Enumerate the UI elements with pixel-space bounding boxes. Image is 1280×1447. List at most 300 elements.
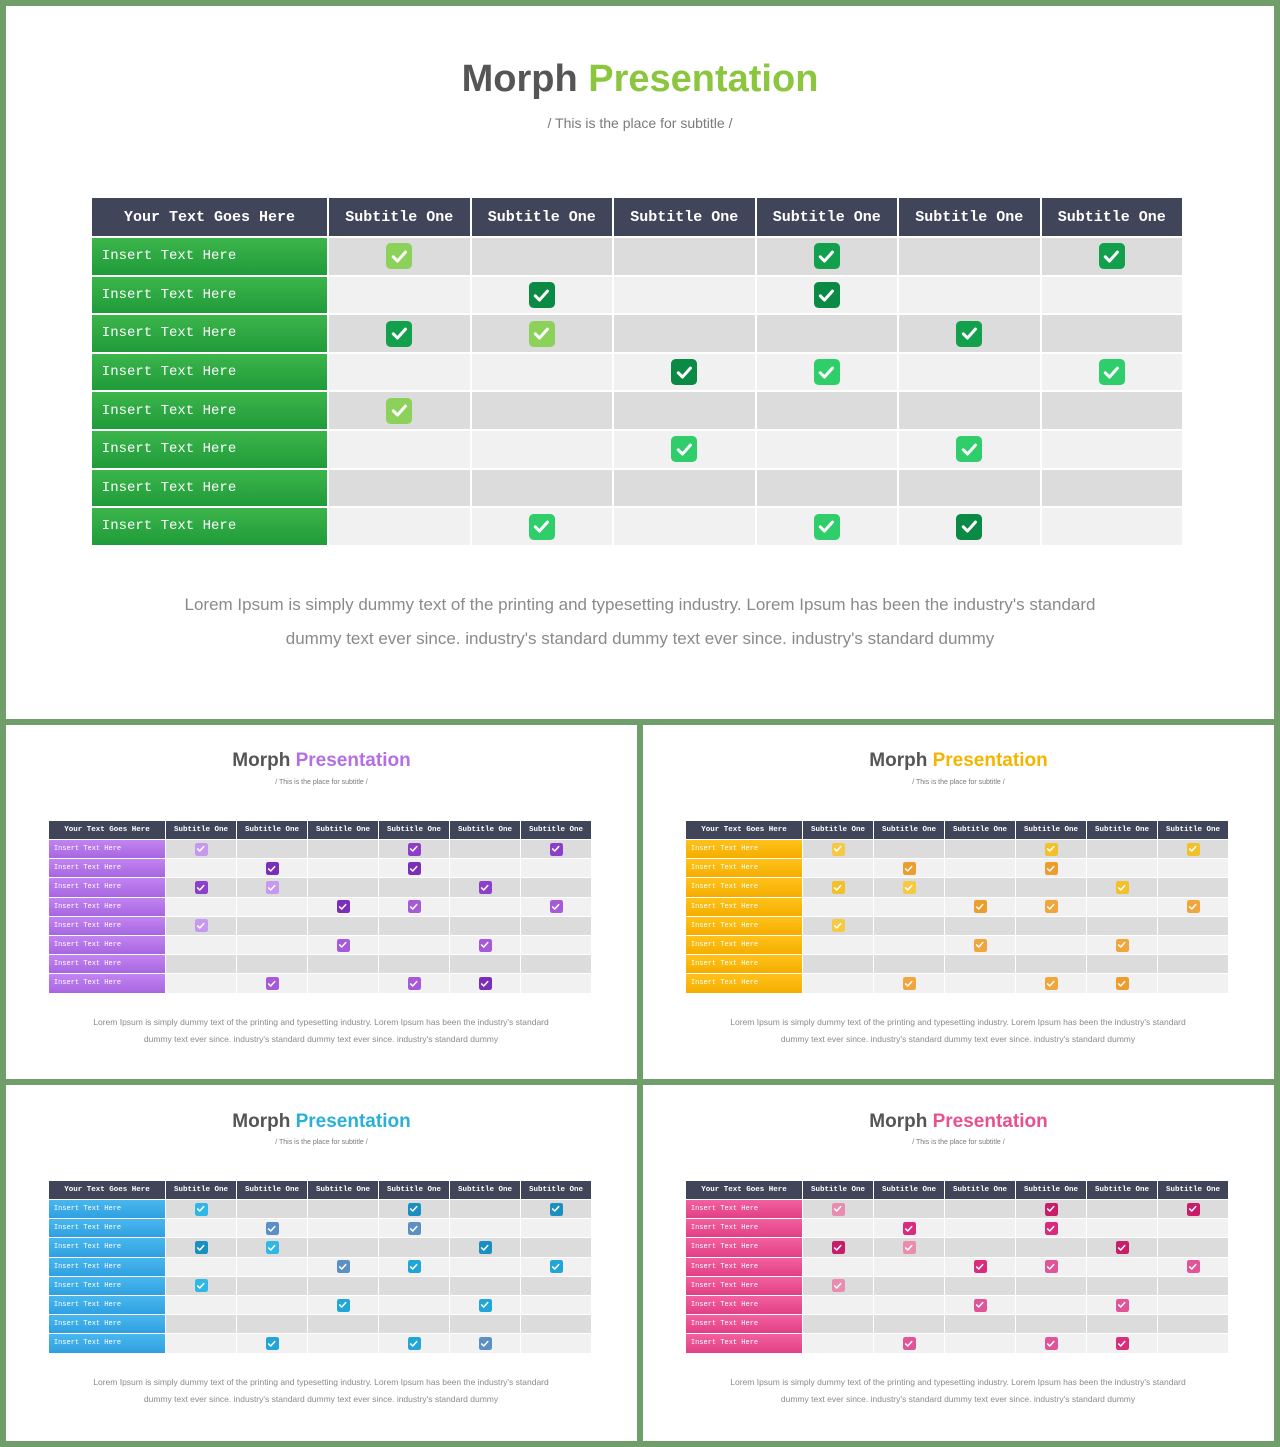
table-cell	[521, 1334, 591, 1352]
checkmark-icon	[1187, 900, 1200, 913]
row-label: Insert Text Here	[686, 1334, 802, 1352]
body-paragraph	[86, 588, 1194, 656]
table-cell	[614, 508, 755, 545]
table-cell	[1087, 1258, 1157, 1276]
checkmark-icon	[1045, 1203, 1058, 1216]
row-label: Insert Text Here	[49, 1258, 165, 1276]
table-cell	[450, 859, 520, 877]
table-cell	[874, 1277, 944, 1295]
row-label: Insert Text Here	[49, 1238, 165, 1256]
checkmark-icon	[479, 939, 492, 952]
table-cell	[379, 1277, 449, 1295]
table-cell	[874, 917, 944, 935]
table-cell	[1158, 1315, 1228, 1333]
checkmark-icon	[1187, 1203, 1200, 1216]
table-cell	[166, 1315, 236, 1333]
row-label: Insert Text Here	[49, 1315, 165, 1333]
table-cell	[472, 431, 613, 468]
table-cell	[379, 878, 449, 896]
checkmark-icon	[195, 1241, 208, 1254]
checkmark-icon	[832, 1279, 845, 1292]
table-cell	[1016, 878, 1086, 896]
checkmark-icon	[956, 436, 982, 462]
table-cell	[166, 1258, 236, 1276]
table-cell	[166, 898, 236, 916]
table-cell	[803, 936, 873, 954]
table-cell	[945, 1200, 1015, 1218]
row-label: Insert Text Here	[686, 955, 802, 973]
table-cell	[803, 1334, 873, 1352]
row-label: Insert Text Here	[49, 1296, 165, 1314]
table-cell	[1158, 1219, 1228, 1237]
table-cell	[166, 1219, 236, 1237]
table-cell	[237, 917, 307, 935]
row-label: Insert Text Here	[49, 1219, 165, 1237]
body-line-2: dummy text ever since. industry's standard dummy text ever since. industry's standard dummy	[780, 1394, 1136, 1404]
table-cell	[945, 917, 1015, 935]
table-cell	[472, 354, 613, 391]
row-label: Insert Text Here	[49, 859, 165, 877]
row-label: Insert Text Here	[686, 1219, 802, 1237]
table-cell	[237, 955, 307, 973]
table-cell	[166, 974, 236, 992]
table-cell	[308, 917, 378, 935]
body-line-2: dummy text ever since. industry's standard dummy text ever since. industry's standard dummy	[143, 1394, 499, 1404]
checkmark-icon	[903, 862, 916, 875]
checkmark-icon	[832, 919, 845, 932]
table-cell	[1158, 1334, 1228, 1352]
table-cell	[521, 1277, 591, 1295]
checkmark-icon	[479, 1299, 492, 1312]
table-cell	[1158, 1277, 1228, 1295]
checkmark-icon	[195, 843, 208, 856]
row-label: Insert Text Here	[686, 1296, 802, 1314]
column-header: Subtitle One	[450, 821, 520, 839]
row-label: Insert Text Here	[686, 859, 802, 877]
table-cell	[1087, 898, 1157, 916]
header-first-cell: Your Text Goes Here	[49, 821, 165, 839]
table-cell	[874, 1296, 944, 1314]
table-cell	[614, 392, 755, 429]
table-cell	[308, 1219, 378, 1237]
table-cell	[379, 955, 449, 973]
table-cell	[803, 859, 873, 877]
checkmark-icon	[903, 881, 916, 894]
table-cell	[521, 917, 591, 935]
table-cell	[1087, 917, 1157, 935]
table-cell	[450, 898, 520, 916]
title-main-text: Morph	[869, 1111, 928, 1132]
table-cell	[1042, 431, 1183, 468]
table-cell	[1158, 1238, 1228, 1256]
table-cell	[329, 470, 470, 507]
table-cell	[379, 1238, 449, 1256]
table-cell	[1087, 840, 1157, 858]
title-main-text: Morph	[232, 750, 291, 771]
table-cell	[308, 878, 378, 896]
checkmark-icon	[671, 436, 697, 462]
table-cell	[308, 1334, 378, 1352]
column-header: Subtitle One	[308, 821, 378, 839]
checkmark-icon	[550, 1203, 563, 1216]
row-label: Insert Text Here	[686, 1277, 802, 1295]
table-cell	[874, 1258, 944, 1276]
body-paragraph	[46, 1374, 596, 1408]
table-cell	[874, 1200, 944, 1218]
checkmark-icon	[408, 1203, 421, 1216]
table-cell	[237, 1277, 307, 1295]
checkmark-icon	[266, 1241, 279, 1254]
table-cell	[1016, 955, 1086, 973]
table-cell	[945, 1219, 1015, 1237]
slide-green-main	[6, 6, 1274, 719]
column-header: Subtitle One	[803, 1181, 873, 1199]
checkmark-icon	[974, 1299, 987, 1312]
checkmark-icon	[1099, 243, 1125, 269]
table-cell	[166, 936, 236, 954]
table-cell	[1158, 878, 1228, 896]
table-cell	[379, 1315, 449, 1333]
column-header: Subtitle One	[757, 198, 898, 236]
column-header: Subtitle One	[1087, 821, 1157, 839]
header-first-cell: Your Text Goes Here	[686, 1181, 802, 1199]
row-label: Insert Text Here	[686, 878, 802, 896]
table-cell	[1158, 974, 1228, 992]
body-line-1: Lorem Ipsum is simply dummy text of the printing and typesetting industry. Lorem Ipsum has been the industry's standard	[93, 1017, 549, 1027]
table-cell	[329, 277, 470, 314]
checkmark-icon	[956, 321, 982, 347]
checklist-table	[686, 821, 1229, 994]
title-main-text: Morph	[461, 58, 578, 100]
checkmark-icon	[814, 243, 840, 269]
table-cell	[899, 392, 1040, 429]
checkmark-icon	[974, 900, 987, 913]
checkmark-icon	[529, 282, 555, 308]
checkmark-icon	[479, 881, 492, 894]
table-cell	[803, 1296, 873, 1314]
body-line-1: Lorem Ipsum is simply dummy text of the printing and typesetting industry. Lorem Ipsum has been the industry's standard	[93, 1377, 549, 1387]
table-cell	[237, 898, 307, 916]
column-header: Subtitle One	[614, 198, 755, 236]
table-cell	[237, 1315, 307, 1333]
slide-subtitle: / This is the place for subtitle /	[547, 115, 733, 131]
checkmark-icon	[408, 862, 421, 875]
checkmark-icon	[408, 977, 421, 990]
table-cell	[329, 354, 470, 391]
table-cell	[521, 974, 591, 992]
table-cell	[450, 1219, 520, 1237]
checkmark-icon	[1116, 881, 1129, 894]
table-cell	[874, 898, 944, 916]
table-cell	[308, 974, 378, 992]
table-cell	[1158, 917, 1228, 935]
column-header: Subtitle One	[166, 1181, 236, 1199]
table-cell	[1158, 859, 1228, 877]
row-label: Insert Text Here	[686, 898, 802, 916]
slide-purple	[6, 725, 637, 1079]
row-label: Insert Text Here	[92, 277, 327, 314]
checkmark-icon	[832, 881, 845, 894]
checklist-table	[92, 198, 1184, 547]
slide-title	[643, 750, 1274, 772]
table-cell	[1087, 859, 1157, 877]
checkmark-icon	[1045, 1260, 1058, 1273]
row-label: Insert Text Here	[49, 878, 165, 896]
checkmark-icon	[337, 1299, 350, 1312]
checkmark-icon	[195, 1279, 208, 1292]
title-main-text: Morph	[869, 750, 928, 771]
table-cell	[166, 1296, 236, 1314]
body-paragraph	[46, 1014, 596, 1048]
checkmark-icon	[337, 900, 350, 913]
table-cell	[614, 470, 755, 507]
row-label: Insert Text Here	[49, 1334, 165, 1352]
checkmark-icon	[408, 843, 421, 856]
checklist-table	[686, 1181, 1229, 1354]
column-header: Subtitle One	[166, 821, 236, 839]
table-cell	[1087, 1219, 1157, 1237]
body-line-2: dummy text ever since. industry's standard dummy text ever since. industry's standard dummy	[285, 629, 995, 648]
checkmark-icon	[1045, 1337, 1058, 1350]
checkmark-icon	[1116, 977, 1129, 990]
table-cell	[803, 898, 873, 916]
checkmark-icon	[974, 939, 987, 952]
table-cell	[237, 1258, 307, 1276]
checkmark-icon	[408, 1260, 421, 1273]
table-cell	[521, 878, 591, 896]
table-cell	[379, 936, 449, 954]
checkmark-icon	[832, 1241, 845, 1254]
checkmark-icon	[903, 1222, 916, 1235]
table-cell	[521, 1219, 591, 1237]
table-cell	[1042, 508, 1183, 545]
checkmark-icon	[1045, 977, 1058, 990]
table-cell	[1087, 955, 1157, 973]
table-cell	[329, 431, 470, 468]
table-cell	[308, 1238, 378, 1256]
checkmark-icon	[671, 359, 697, 385]
table-cell	[945, 974, 1015, 992]
checkmark-icon	[266, 881, 279, 894]
table-cell	[1042, 392, 1183, 429]
table-cell	[757, 470, 898, 507]
table-cell	[308, 859, 378, 877]
column-header: Subtitle One	[308, 1181, 378, 1199]
row-label: Insert Text Here	[686, 1315, 802, 1333]
row-label: Insert Text Here	[49, 840, 165, 858]
table-cell	[1016, 917, 1086, 935]
table-cell	[521, 936, 591, 954]
row-label: Insert Text Here	[92, 238, 327, 275]
checkmark-icon	[408, 900, 421, 913]
slide-title	[6, 1111, 637, 1133]
checkmark-icon	[266, 977, 279, 990]
column-header: Subtitle One	[874, 821, 944, 839]
row-label: Insert Text Here	[686, 974, 802, 992]
checkmark-icon	[956, 514, 982, 540]
column-header: Subtitle One	[1158, 1181, 1228, 1199]
table-cell	[237, 1296, 307, 1314]
table-cell	[614, 277, 755, 314]
slide-title	[6, 750, 637, 772]
table-cell	[472, 238, 613, 275]
checkmark-icon	[814, 514, 840, 540]
checkmark-icon	[408, 1222, 421, 1235]
table-cell	[1042, 470, 1183, 507]
table-cell	[803, 1258, 873, 1276]
checkmark-icon	[832, 1203, 845, 1216]
table-cell	[166, 955, 236, 973]
column-header: Subtitle One	[521, 1181, 591, 1199]
slide-pink	[643, 1085, 1274, 1441]
body-paragraph	[683, 1374, 1233, 1408]
table-cell	[757, 431, 898, 468]
slide-subtitle: / This is the place for subtitle /	[912, 779, 1005, 786]
checkmark-icon	[1187, 843, 1200, 856]
table-cell	[1087, 1277, 1157, 1295]
table-cell	[1158, 1296, 1228, 1314]
checklist-table	[49, 821, 592, 994]
table-cell	[237, 1200, 307, 1218]
checkmark-icon	[1116, 1299, 1129, 1312]
checkmark-icon	[1045, 1222, 1058, 1235]
table-cell	[450, 1258, 520, 1276]
row-label: Insert Text Here	[49, 955, 165, 973]
table-cell	[1158, 955, 1228, 973]
column-header: Subtitle One	[945, 821, 1015, 839]
table-cell	[521, 859, 591, 877]
checkmark-icon	[1116, 1241, 1129, 1254]
table-cell	[1158, 936, 1228, 954]
table-cell	[329, 508, 470, 545]
slide-subtitle: / This is the place for subtitle /	[912, 1139, 1005, 1146]
table-cell	[945, 1334, 1015, 1352]
table-cell	[472, 470, 613, 507]
checkmark-icon	[195, 881, 208, 894]
checkmark-icon	[550, 900, 563, 913]
table-cell	[899, 277, 1040, 314]
table-cell	[899, 470, 1040, 507]
row-label: Insert Text Here	[49, 1200, 165, 1218]
row-label: Insert Text Here	[92, 431, 327, 468]
table-cell	[1016, 1277, 1086, 1295]
row-label: Insert Text Here	[92, 315, 327, 352]
checkmark-icon	[529, 321, 555, 347]
checkmark-icon	[903, 1337, 916, 1350]
table-cell	[308, 1315, 378, 1333]
table-cell	[1016, 1296, 1086, 1314]
table-cell	[521, 1296, 591, 1314]
checkmark-icon	[1116, 939, 1129, 952]
table-cell	[450, 917, 520, 935]
row-label: Insert Text Here	[686, 917, 802, 935]
table-cell	[379, 1296, 449, 1314]
table-cell	[1016, 1238, 1086, 1256]
checkmark-icon	[386, 321, 412, 347]
table-cell	[308, 840, 378, 858]
table-cell	[945, 1277, 1015, 1295]
checkmark-icon	[266, 862, 279, 875]
title-accent-text: Presentation	[295, 1111, 411, 1132]
table-cell	[757, 315, 898, 352]
table-cell	[450, 955, 520, 973]
checkmark-icon	[1116, 1337, 1129, 1350]
checkmark-icon	[479, 1337, 492, 1350]
column-header: Subtitle One	[899, 198, 1040, 236]
table-cell	[379, 917, 449, 935]
checkmark-icon	[195, 1203, 208, 1216]
checkmark-icon	[1187, 1260, 1200, 1273]
column-header: Subtitle One	[379, 821, 449, 839]
checkmark-icon	[903, 977, 916, 990]
column-header: Subtitle One	[237, 821, 307, 839]
table-cell	[1042, 315, 1183, 352]
row-label: Insert Text Here	[92, 392, 327, 429]
column-header: Subtitle One	[1158, 821, 1228, 839]
table-cell	[899, 238, 1040, 275]
table-cell	[945, 955, 1015, 973]
row-label: Insert Text Here	[686, 1238, 802, 1256]
table-cell	[521, 1315, 591, 1333]
slide-subtitle: / This is the place for subtitle /	[275, 779, 368, 786]
checkmark-icon	[266, 1222, 279, 1235]
table-cell	[308, 1277, 378, 1295]
checkmark-icon	[337, 1260, 350, 1273]
header-first-cell: Your Text Goes Here	[49, 1181, 165, 1199]
column-header: Subtitle One	[379, 1181, 449, 1199]
checkmark-icon	[529, 514, 555, 540]
table-cell	[803, 1219, 873, 1237]
slide-title	[643, 1111, 1274, 1133]
table-cell	[308, 955, 378, 973]
table-cell	[472, 392, 613, 429]
table-cell	[237, 936, 307, 954]
table-cell	[1087, 1200, 1157, 1218]
column-header: Subtitle One	[521, 821, 591, 839]
table-cell	[450, 1200, 520, 1218]
slide-blue	[6, 1085, 637, 1441]
header-first-cell: Your Text Goes Here	[686, 821, 802, 839]
body-line-1: Lorem Ipsum is simply dummy text of the printing and typesetting industry. Lorem Ipsum has been the industry's standard	[730, 1017, 1186, 1027]
checkmark-icon	[337, 939, 350, 952]
slide-yellow	[643, 725, 1274, 1079]
table-cell	[803, 974, 873, 992]
table-cell	[803, 955, 873, 973]
table-cell	[874, 1315, 944, 1333]
table-cell	[945, 1315, 1015, 1333]
slide-title	[6, 58, 1274, 101]
column-header: Subtitle One	[874, 1181, 944, 1199]
table-cell	[308, 1200, 378, 1218]
table-cell	[874, 955, 944, 973]
column-header: Subtitle One	[1042, 198, 1183, 236]
column-header: Subtitle One	[450, 1181, 520, 1199]
table-cell	[945, 840, 1015, 858]
checkmark-icon	[1045, 900, 1058, 913]
checklist-table	[49, 1181, 592, 1354]
column-header: Subtitle One	[803, 821, 873, 839]
row-label: Insert Text Here	[686, 1200, 802, 1218]
body-paragraph	[683, 1014, 1233, 1048]
checkmark-icon	[1099, 359, 1125, 385]
checkmark-icon	[550, 843, 563, 856]
table-cell	[450, 1277, 520, 1295]
checkmark-icon	[814, 359, 840, 385]
body-line-2: dummy text ever since. industry's standard dummy text ever since. industry's standard dummy	[143, 1034, 499, 1044]
checkmark-icon	[195, 919, 208, 932]
title-accent-text: Presentation	[295, 750, 411, 771]
table-cell	[166, 859, 236, 877]
